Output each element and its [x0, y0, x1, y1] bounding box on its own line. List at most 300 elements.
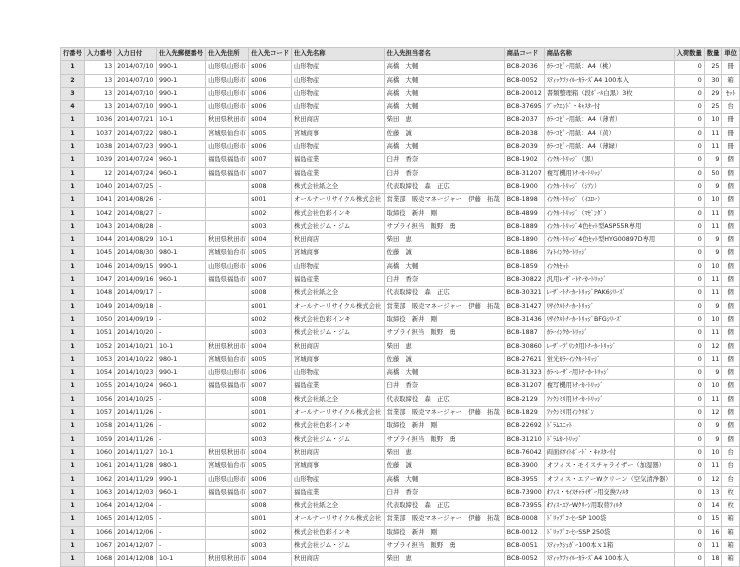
- table-cell[interactable]: 980-1: [157, 460, 206, 473]
- table-cell[interactable]: s005: [249, 460, 292, 473]
- table-cell[interactable]: 11: [704, 127, 722, 140]
- table-cell[interactable]: 汎用ﾚｰｻﾞｰﾄﾅｰｶｰﾄﾘｯｼﾞ: [544, 274, 674, 287]
- table-cell[interactable]: 個: [722, 380, 740, 393]
- table-cell[interactable]: 臼井 香奈: [384, 380, 504, 393]
- table-cell[interactable]: 0: [674, 500, 704, 513]
- table-cell[interactable]: 2014/08/27: [115, 207, 157, 220]
- table-cell[interactable]: 箱: [722, 74, 740, 87]
- table-cell[interactable]: 山形物産: [292, 260, 385, 273]
- table-cell[interactable]: 山形県山形市: [206, 74, 249, 87]
- table-cell[interactable]: 2014/12/07: [115, 539, 157, 552]
- table-cell[interactable]: 秋田商店: [292, 114, 385, 127]
- table-cell[interactable]: 1067: [84, 539, 114, 552]
- table-cell[interactable]: 代表取締役 森 正広: [384, 500, 504, 513]
- column-header[interactable]: 仕入先名称: [292, 48, 385, 61]
- table-cell[interactable]: 13: [84, 101, 114, 114]
- table-cell[interactable]: [206, 433, 249, 446]
- table-cell[interactable]: 山形県山形市: [206, 473, 249, 486]
- table-cell[interactable]: 2014/09/19: [115, 313, 157, 326]
- table-cell[interactable]: 0: [674, 340, 704, 353]
- column-header[interactable]: 商品名称: [544, 48, 674, 61]
- row-number-cell[interactable]: 1: [61, 500, 85, 513]
- table-cell[interactable]: 1057: [84, 407, 114, 420]
- table-cell[interactable]: ｲﾝｸｶｰﾄﾘｯｼﾞ4色ｾｯﾄ型HYG00897D専用: [544, 234, 674, 247]
- table-cell[interactable]: [206, 500, 249, 513]
- table-cell[interactable]: BC8-1900: [504, 180, 544, 193]
- table-cell[interactable]: 株式会社紙之全: [292, 393, 385, 406]
- row-number-cell[interactable]: 1: [61, 539, 85, 552]
- table-cell[interactable]: 山形県山形市: [206, 101, 249, 114]
- table-cell[interactable]: 0: [674, 327, 704, 340]
- table-cell[interactable]: [206, 407, 249, 420]
- table-cell[interactable]: 山形物産: [292, 74, 385, 87]
- table-cell[interactable]: 0: [674, 207, 704, 220]
- table-cell[interactable]: 宮城県仙台市: [206, 247, 249, 260]
- table-cell[interactable]: 0: [674, 526, 704, 539]
- table-cell[interactable]: 株式会社ジム・ジム: [292, 539, 385, 552]
- table-cell[interactable]: 10: [704, 313, 722, 326]
- column-header[interactable]: 仕入先担当者名: [384, 48, 504, 61]
- table-cell[interactable]: サプライ担当 飯野 勇: [384, 327, 504, 340]
- table-cell[interactable]: 10-1: [157, 446, 206, 459]
- table-cell[interactable]: 株式会社ジム・ジム: [292, 433, 385, 446]
- table-cell[interactable]: 12: [704, 340, 722, 353]
- table-cell[interactable]: 10: [704, 260, 722, 273]
- column-header[interactable]: 入荷数量: [674, 48, 704, 61]
- table-row[interactable]: [61, 220, 740, 233]
- row-number-cell[interactable]: 1: [61, 393, 85, 406]
- table-cell[interactable]: 9: [704, 300, 722, 313]
- table-cell[interactable]: 980-1: [157, 247, 206, 260]
- table-cell[interactable]: 0: [674, 486, 704, 499]
- table-cell[interactable]: オールナーリサイクル株式会社: [292, 513, 385, 526]
- table-cell[interactable]: s002: [249, 313, 292, 326]
- table-cell[interactable]: [206, 539, 249, 552]
- table-cell[interactable]: 佐藤 誠: [384, 460, 504, 473]
- table-cell[interactable]: ｲﾝｸｶｾｯﾄ: [544, 260, 674, 273]
- table-cell[interactable]: 1064: [84, 500, 114, 513]
- table-cell[interactable]: BC8-2036: [504, 61, 544, 74]
- table-cell[interactable]: 複写機用ﾄﾅｰｶｰﾄﾘｯｼﾞ: [544, 380, 674, 393]
- table-cell[interactable]: 990-1: [157, 260, 206, 273]
- table-cell[interactable]: 福島県福島市: [206, 167, 249, 180]
- table-cell[interactable]: 0: [674, 260, 704, 273]
- table-cell[interactable]: 福島県福島市: [206, 380, 249, 393]
- table-cell[interactable]: 1062: [84, 473, 114, 486]
- table-cell[interactable]: -: [157, 313, 206, 326]
- table-cell[interactable]: 福島県福島市: [206, 154, 249, 167]
- table-cell[interactable]: 臼井 香奈: [384, 274, 504, 287]
- table-cell[interactable]: 福島産業: [292, 274, 385, 287]
- table-cell[interactable]: s001: [249, 513, 292, 526]
- table-cell[interactable]: 13: [84, 74, 114, 87]
- table-cell[interactable]: 50: [704, 167, 722, 180]
- table-cell[interactable]: ﾘｻｲｸﾙﾄﾅｰｶｰﾄﾘｯｼﾞBFGｼﾘｰｽﾞ: [544, 313, 674, 326]
- table-cell[interactable]: 0: [674, 313, 704, 326]
- table-cell[interactable]: 0: [674, 380, 704, 393]
- row-number-cell[interactable]: 1: [61, 446, 85, 459]
- table-cell[interactable]: [206, 393, 249, 406]
- row-number-cell[interactable]: 1: [61, 114, 85, 127]
- table-cell[interactable]: 臼井 香奈: [384, 167, 504, 180]
- table-cell[interactable]: 株式会社色彩インキ: [292, 207, 385, 220]
- table-cell[interactable]: 台: [722, 101, 740, 114]
- table-cell[interactable]: 0: [674, 141, 704, 154]
- table-cell[interactable]: 11: [704, 274, 722, 287]
- table-cell[interactable]: BC8-0008: [504, 513, 544, 526]
- row-number-cell[interactable]: 1: [61, 313, 85, 326]
- table-cell[interactable]: 冊: [722, 61, 740, 74]
- table-cell[interactable]: 山形物産: [292, 473, 385, 486]
- table-cell[interactable]: 山形物産: [292, 141, 385, 154]
- table-cell[interactable]: 990-1: [157, 74, 206, 87]
- table-cell[interactable]: 1044: [84, 234, 114, 247]
- table-cell[interactable]: サプライ担当 飯野 勇: [384, 433, 504, 446]
- table-row[interactable]: [61, 287, 740, 300]
- table-cell[interactable]: 0: [674, 154, 704, 167]
- table-cell[interactable]: 株式会社色彩インキ: [292, 526, 385, 539]
- table-cell[interactable]: サプライ担当 飯野 勇: [384, 539, 504, 552]
- table-cell[interactable]: -: [157, 539, 206, 552]
- table-cell[interactable]: 個: [722, 393, 740, 406]
- table-cell[interactable]: 10-1: [157, 340, 206, 353]
- table-cell[interactable]: BC8-31210: [504, 433, 544, 446]
- table-cell[interactable]: 蛍光ｶﾗｰｲﾝｸｶｰﾄﾘｯｼﾞ: [544, 353, 674, 366]
- table-row[interactable]: [61, 194, 740, 207]
- row-number-cell[interactable]: 1: [61, 61, 85, 74]
- table-cell[interactable]: 山形物産: [292, 101, 385, 114]
- table-cell[interactable]: 取締役 新井 剛: [384, 207, 504, 220]
- table-cell[interactable]: 0: [674, 101, 704, 114]
- table-row[interactable]: [61, 407, 740, 420]
- table-cell[interactable]: BC8-1829: [504, 407, 544, 420]
- table-row[interactable]: [61, 154, 740, 167]
- table-cell[interactable]: ﾌｧｸｼﾐﾘ用ﾄﾅｰｶｰﾄﾘｯｼﾞ: [544, 393, 674, 406]
- table-cell[interactable]: 990-1: [157, 101, 206, 114]
- table-cell[interactable]: 990-1: [157, 367, 206, 380]
- table-cell[interactable]: 山形物産: [292, 87, 385, 100]
- table-cell[interactable]: 柴田 恵: [384, 114, 504, 127]
- table-row[interactable]: [61, 234, 740, 247]
- table-cell[interactable]: s004: [249, 340, 292, 353]
- table-cell[interactable]: 山形県山形市: [206, 260, 249, 273]
- row-number-cell[interactable]: 1: [61, 473, 85, 486]
- table-cell[interactable]: 1061: [84, 460, 114, 473]
- table-cell[interactable]: 個: [722, 420, 740, 433]
- table-cell[interactable]: s006: [249, 473, 292, 486]
- table-cell[interactable]: s008: [249, 500, 292, 513]
- table-cell[interactable]: 高橋 大輔: [384, 101, 504, 114]
- table-cell[interactable]: 冊: [722, 114, 740, 127]
- table-cell[interactable]: 株式会社紙之全: [292, 287, 385, 300]
- row-number-cell[interactable]: 1: [61, 220, 85, 233]
- table-cell[interactable]: s003: [249, 220, 292, 233]
- table-cell[interactable]: 2014/07/10: [115, 101, 157, 114]
- table-cell[interactable]: ｶﾗｰｺﾋﾟｰ用紙：A4（黄）: [544, 127, 674, 140]
- table-cell[interactable]: 2014/07/21: [115, 114, 157, 127]
- table-cell[interactable]: s004: [249, 114, 292, 127]
- table-cell[interactable]: 0: [674, 180, 704, 193]
- table-cell[interactable]: 個: [722, 234, 740, 247]
- row-number-cell[interactable]: 1: [61, 260, 85, 273]
- table-cell[interactable]: ｾｯﾄ: [722, 87, 740, 100]
- table-cell[interactable]: 箱: [722, 513, 740, 526]
- table-cell[interactable]: s003: [249, 539, 292, 552]
- table-cell[interactable]: 0: [674, 393, 704, 406]
- table-cell[interactable]: 2014/10/23: [115, 367, 157, 380]
- table-row[interactable]: [61, 327, 740, 340]
- row-number-cell[interactable]: 1: [61, 180, 85, 193]
- table-cell[interactable]: 10: [704, 446, 722, 459]
- table-cell[interactable]: s007: [249, 274, 292, 287]
- table-cell[interactable]: 個: [722, 274, 740, 287]
- table-cell[interactable]: 2014/08/30: [115, 247, 157, 260]
- table-cell[interactable]: 1038: [84, 141, 114, 154]
- row-number-cell[interactable]: 1: [61, 247, 85, 260]
- row-number-cell[interactable]: 1: [61, 526, 85, 539]
- table-cell[interactable]: 1042: [84, 207, 114, 220]
- table-cell[interactable]: 9: [704, 367, 722, 380]
- table-cell[interactable]: 秋田県秋田市: [206, 340, 249, 353]
- table-cell[interactable]: [206, 194, 249, 207]
- table-cell[interactable]: s007: [249, 167, 292, 180]
- table-row[interactable]: [61, 101, 740, 114]
- table-cell[interactable]: 個: [722, 220, 740, 233]
- table-cell[interactable]: 9: [704, 234, 722, 247]
- table-cell[interactable]: ｲﾝｸｶｰﾄﾘｯｼﾞ（ｲｴﾛｰ）: [544, 194, 674, 207]
- row-number-cell[interactable]: 1: [61, 300, 85, 313]
- table-cell[interactable]: 18: [704, 553, 722, 566]
- table-cell[interactable]: s006: [249, 61, 292, 74]
- table-cell[interactable]: 2014/10/22: [115, 353, 157, 366]
- table-cell[interactable]: BC8-0051: [504, 539, 544, 552]
- table-cell[interactable]: 2014/09/18: [115, 300, 157, 313]
- table-cell[interactable]: 宮城県仙台市: [206, 127, 249, 140]
- table-cell[interactable]: ﾘｻｲｸﾙﾄﾅｰｶｰﾄﾘｯｼﾞ: [544, 300, 674, 313]
- table-cell[interactable]: 12: [704, 473, 722, 486]
- table-row[interactable]: [61, 207, 740, 220]
- table-cell[interactable]: 株式会社ジム・ジム: [292, 327, 385, 340]
- table-cell[interactable]: 福島産業: [292, 486, 385, 499]
- table-cell[interactable]: 1036: [84, 114, 114, 127]
- table-cell[interactable]: 10-1: [157, 114, 206, 127]
- table-cell[interactable]: 0: [674, 167, 704, 180]
- table-cell[interactable]: 福島県福島市: [206, 274, 249, 287]
- table-cell[interactable]: 2014/07/22: [115, 127, 157, 140]
- table-cell[interactable]: -: [157, 180, 206, 193]
- table-row[interactable]: [61, 127, 740, 140]
- table-cell[interactable]: 営業部 販売マネージャー 伊藤 拓哉: [384, 300, 504, 313]
- table-cell[interactable]: 990-1: [157, 141, 206, 154]
- table-cell[interactable]: s006: [249, 260, 292, 273]
- table-cell[interactable]: 個: [722, 300, 740, 313]
- table-cell[interactable]: s004: [249, 446, 292, 459]
- table-cell[interactable]: 福島産業: [292, 154, 385, 167]
- table-cell[interactable]: 個: [722, 167, 740, 180]
- table-cell[interactable]: 営業部 販売マネージャー 伊藤 拓哉: [384, 513, 504, 526]
- table-cell[interactable]: 0: [674, 420, 704, 433]
- table-cell[interactable]: 1048: [84, 287, 114, 300]
- table-row[interactable]: [61, 380, 740, 393]
- table-cell[interactable]: [206, 327, 249, 340]
- table-cell[interactable]: 10: [704, 194, 722, 207]
- table-cell[interactable]: 代表取締役 森 正広: [384, 393, 504, 406]
- table-cell[interactable]: 960-1: [157, 274, 206, 287]
- table-cell[interactable]: 0: [674, 300, 704, 313]
- table-cell[interactable]: 山形県山形市: [206, 141, 249, 154]
- table-cell[interactable]: 11: [704, 393, 722, 406]
- table-row[interactable]: [61, 553, 740, 566]
- table-cell[interactable]: ｽﾃｨｯｸﾌｧｲﾙｰｶﾗｰｽﾞA4 100本入: [544, 74, 674, 87]
- table-cell[interactable]: 0: [674, 553, 704, 566]
- table-cell[interactable]: BC8-37695: [504, 101, 544, 114]
- row-number-cell[interactable]: 1: [61, 340, 85, 353]
- table-cell[interactable]: [206, 207, 249, 220]
- table-cell[interactable]: 枚: [722, 486, 740, 499]
- table-cell[interactable]: 柴田 恵: [384, 234, 504, 247]
- table-row[interactable]: [61, 340, 740, 353]
- table-cell[interactable]: 11: [704, 539, 722, 552]
- table-cell[interactable]: ｲﾝｸｶｰﾄﾘｯｼﾞ（ﾏｾﾞﾝﾀﾞ）: [544, 207, 674, 220]
- row-number-cell[interactable]: 1: [61, 420, 85, 433]
- table-cell[interactable]: 1049: [84, 300, 114, 313]
- table-cell[interactable]: 宮城商事: [292, 127, 385, 140]
- table-cell[interactable]: 0: [674, 74, 704, 87]
- table-cell[interactable]: s005: [249, 247, 292, 260]
- table-cell[interactable]: BC8-2038: [504, 127, 544, 140]
- table-cell[interactable]: s001: [249, 194, 292, 207]
- table-cell[interactable]: s008: [249, 393, 292, 406]
- table-cell[interactable]: オフィス・エアーWクリーン（空気清浄器）: [544, 473, 674, 486]
- table-cell[interactable]: [206, 526, 249, 539]
- table-cell[interactable]: s005: [249, 353, 292, 366]
- table-row[interactable]: [61, 274, 740, 287]
- table-cell[interactable]: 1051: [84, 327, 114, 340]
- table-cell[interactable]: BC8-31207: [504, 167, 544, 180]
- table-cell[interactable]: BC8-1886: [504, 247, 544, 260]
- table-row[interactable]: [61, 61, 740, 74]
- column-header[interactable]: 仕入先コード: [249, 48, 292, 61]
- table-cell[interactable]: 0: [674, 247, 704, 260]
- table-cell[interactable]: 2014/07/24: [115, 154, 157, 167]
- table-cell[interactable]: ｶﾗｰｺﾋﾟｰ用紙：A4（薄青）: [544, 114, 674, 127]
- table-cell[interactable]: BC8-22692: [504, 420, 544, 433]
- table-cell[interactable]: 柴田 恵: [384, 553, 504, 566]
- table-cell[interactable]: 取締役 新井 剛: [384, 526, 504, 539]
- table-cell[interactable]: 佐藤 誠: [384, 127, 504, 140]
- table-cell[interactable]: 高橋 大輔: [384, 141, 504, 154]
- table-cell[interactable]: 宮城県仙台市: [206, 460, 249, 473]
- table-cell[interactable]: 990-1: [157, 61, 206, 74]
- table-cell[interactable]: 11: [704, 220, 722, 233]
- table-cell[interactable]: ﾚｰｻﾞｰﾄﾅｰｶｰﾄﾘｯｼﾞPAK6ｼﾘｰｽﾞ: [544, 287, 674, 300]
- table-cell[interactable]: 0: [674, 234, 704, 247]
- table-cell[interactable]: BC8-31207: [504, 380, 544, 393]
- table-cell[interactable]: BC8-31436: [504, 313, 544, 326]
- table-cell[interactable]: 高橋 大輔: [384, 74, 504, 87]
- table-cell[interactable]: 福島産業: [292, 380, 385, 393]
- table-cell[interactable]: 980-1: [157, 353, 206, 366]
- table-cell[interactable]: 2014/11/26: [115, 420, 157, 433]
- column-header[interactable]: 行番号: [61, 48, 85, 61]
- table-cell[interactable]: 1055: [84, 380, 114, 393]
- table-cell[interactable]: 宮城商事: [292, 460, 385, 473]
- table-cell[interactable]: 1050: [84, 313, 114, 326]
- column-header[interactable]: 数量: [704, 48, 722, 61]
- column-header[interactable]: 商品コード: [504, 48, 544, 61]
- table-cell[interactable]: BC8-1889: [504, 220, 544, 233]
- table-cell[interactable]: 2014/10/20: [115, 327, 157, 340]
- table-cell[interactable]: 2014/10/24: [115, 380, 157, 393]
- table-cell[interactable]: 2014/12/03: [115, 486, 157, 499]
- table-cell[interactable]: [206, 220, 249, 233]
- table-cell[interactable]: BC8-0052: [504, 74, 544, 87]
- table-cell[interactable]: 個: [722, 327, 740, 340]
- table-cell[interactable]: 宮城商事: [292, 247, 385, 260]
- table-cell[interactable]: 960-1: [157, 486, 206, 499]
- table-cell[interactable]: 株式会社紙之全: [292, 180, 385, 193]
- table-cell[interactable]: 1045: [84, 247, 114, 260]
- table-cell[interactable]: 12: [84, 167, 114, 180]
- table-cell[interactable]: 1065: [84, 513, 114, 526]
- table-cell[interactable]: s008: [249, 287, 292, 300]
- table-cell[interactable]: s003: [249, 433, 292, 446]
- table-cell[interactable]: BC8-76042: [504, 446, 544, 459]
- table-cell[interactable]: 株式会社色彩インキ: [292, 420, 385, 433]
- table-cell[interactable]: 秋田商店: [292, 553, 385, 566]
- table-row[interactable]: [61, 539, 740, 552]
- table-cell[interactable]: 代表取締役 森 正広: [384, 287, 504, 300]
- table-cell[interactable]: ｶﾗｰｺﾋﾟｰ用紙：A4（薄緑）: [544, 141, 674, 154]
- table-cell[interactable]: 0: [674, 446, 704, 459]
- table-cell[interactable]: 1047: [84, 274, 114, 287]
- table-cell[interactable]: 9: [704, 433, 722, 446]
- table-cell[interactable]: 書類整理箱（段ﾎﾞｰﾙ白黒）3枚: [544, 87, 674, 100]
- table-cell[interactable]: 個: [722, 353, 740, 366]
- row-number-cell[interactable]: 1: [61, 353, 85, 366]
- table-cell[interactable]: 0: [674, 274, 704, 287]
- table-cell[interactable]: 960-1: [157, 380, 206, 393]
- table-row[interactable]: [61, 446, 740, 459]
- table-cell[interactable]: [206, 420, 249, 433]
- table-cell[interactable]: 10: [704, 114, 722, 127]
- table-cell[interactable]: 2014/12/04: [115, 500, 157, 513]
- table-cell[interactable]: 個: [722, 287, 740, 300]
- table-cell[interactable]: 0: [674, 513, 704, 526]
- table-cell[interactable]: 2014/11/27: [115, 446, 157, 459]
- table-cell[interactable]: ｶﾗｰﾚｰｻﾞｰ用ﾄﾅｰｶｰﾄﾘｯｼﾞ: [544, 367, 674, 380]
- table-cell[interactable]: 秋田県秋田市: [206, 446, 249, 459]
- table-cell[interactable]: 1059: [84, 433, 114, 446]
- table-row[interactable]: [61, 420, 740, 433]
- row-number-cell[interactable]: 1: [61, 194, 85, 207]
- row-number-cell[interactable]: 1: [61, 407, 85, 420]
- table-cell[interactable]: BC8-73900: [504, 486, 544, 499]
- table-cell[interactable]: 営業部 販売マネージャー 伊藤 拓哉: [384, 407, 504, 420]
- table-cell[interactable]: 福島県福島市: [206, 486, 249, 499]
- table-cell[interactable]: ﾄﾞﾗﾑﾕﾆｯﾄ: [544, 420, 674, 433]
- table-cell[interactable]: 1056: [84, 393, 114, 406]
- table-cell[interactable]: 11: [704, 327, 722, 340]
- table-cell[interactable]: 25: [704, 101, 722, 114]
- table-cell[interactable]: 2014/10/25: [115, 393, 157, 406]
- row-number-cell[interactable]: 1: [61, 127, 85, 140]
- row-number-cell[interactable]: 3: [61, 87, 85, 100]
- table-row[interactable]: [61, 526, 740, 539]
- table-row[interactable]: [61, 500, 740, 513]
- table-cell[interactable]: 12: [704, 407, 722, 420]
- table-cell[interactable]: 山形県山形市: [206, 87, 249, 100]
